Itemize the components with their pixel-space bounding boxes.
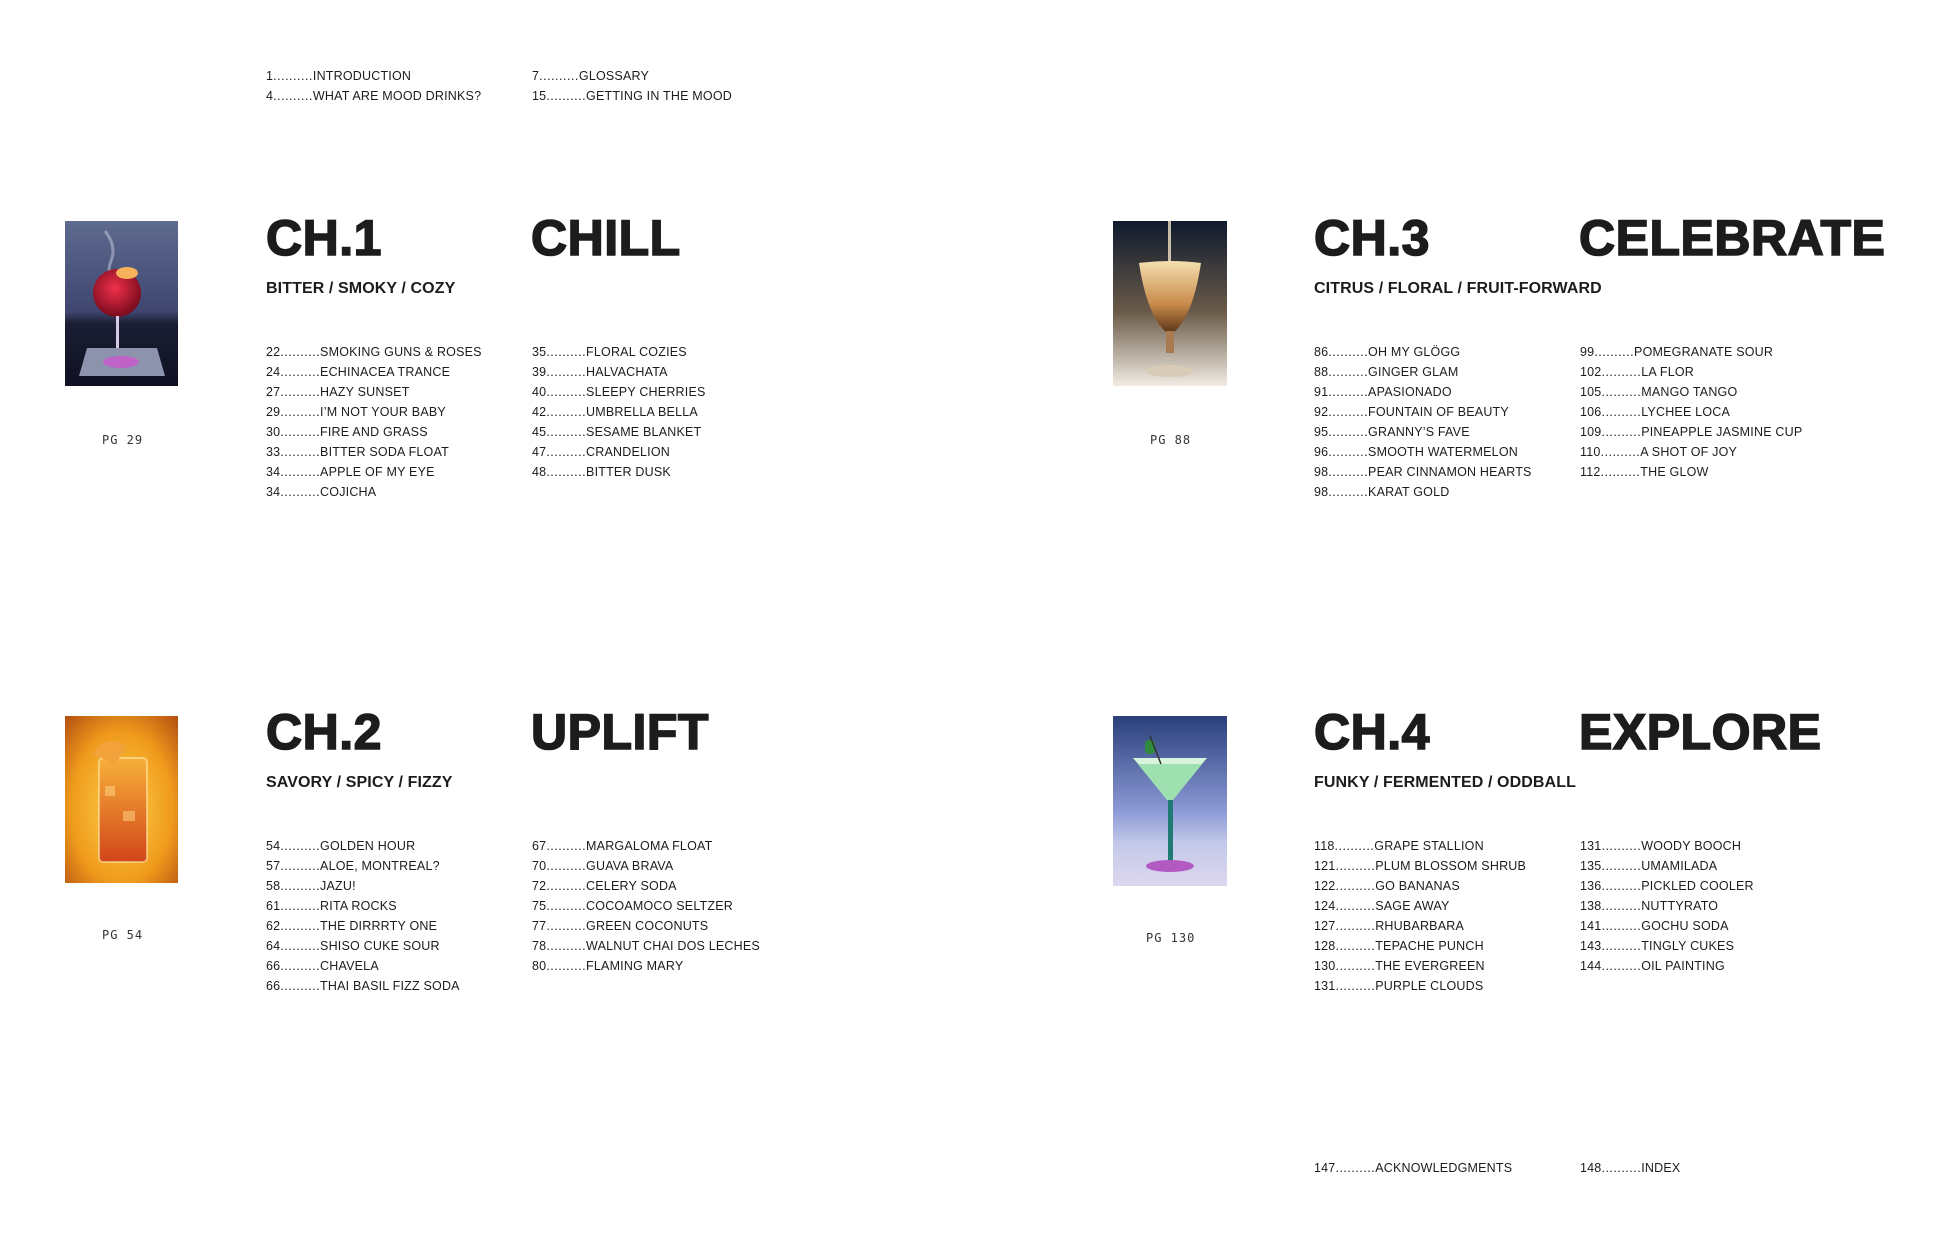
- toc-entry[interactable]: [1580, 856, 1754, 876]
- page-number: 15: [532, 89, 547, 103]
- page-number: 121: [1314, 859, 1336, 873]
- toc-entry[interactable]: [266, 936, 460, 956]
- entry-title: HALVACHATA: [586, 365, 668, 379]
- chapter-3-drink-photo: [1113, 221, 1227, 386]
- dot-leader: ..........: [280, 425, 321, 439]
- entry-title: WHAT ARE MOOD DRINKS?: [312, 89, 482, 103]
- page-number: 33: [266, 445, 281, 459]
- toc-entry[interactable]: [266, 976, 460, 996]
- dot-leader: ..........: [1335, 959, 1376, 973]
- entry-title: JAZU!: [320, 879, 356, 893]
- entry-title: PICKLED COOLER: [1641, 879, 1754, 893]
- dot-leader: ..........: [1601, 425, 1642, 439]
- toc-entry[interactable]: [1314, 482, 1532, 502]
- dot-leader: ..........: [280, 919, 321, 933]
- toc-entry[interactable]: [532, 442, 706, 462]
- page-number: 7: [532, 69, 540, 83]
- dot-leader: ..........: [546, 839, 587, 853]
- page-number: 128: [1314, 939, 1336, 953]
- entry-title: GOCHU SODA: [1641, 919, 1729, 933]
- page-number: 57: [266, 859, 281, 873]
- toc-entry[interactable]: [1314, 382, 1532, 402]
- toc-entry[interactable]: [1314, 836, 1526, 856]
- entry-title: GRANNY’S FAVE: [1368, 425, 1470, 439]
- toc-entry[interactable]: [266, 462, 482, 482]
- dot-leader: ..........: [546, 879, 587, 893]
- entry-title: OH MY GLÖGG: [1368, 345, 1461, 359]
- entry-title: WALNUT CHAI DOS LECHES: [586, 939, 760, 953]
- entry-title: ALOE, MONTREAL?: [320, 859, 440, 873]
- toc-entry[interactable]: [1580, 876, 1754, 896]
- dot-leader: ..........: [1601, 919, 1642, 933]
- back-matter-left: [1314, 1158, 1512, 1178]
- dot-leader: ..........: [546, 465, 587, 479]
- entry-title: INTRODUCTION: [312, 69, 412, 83]
- dot-leader: ..........: [1600, 445, 1641, 459]
- page-number: 29: [266, 405, 281, 419]
- toc-entry[interactable]: [266, 422, 482, 442]
- toc-entry[interactable]: [532, 342, 706, 362]
- toc-entry[interactable]: [266, 856, 460, 876]
- page-number: 143: [1580, 939, 1602, 953]
- toc-entry[interactable]: [532, 956, 760, 976]
- page-number: 66: [266, 979, 281, 993]
- dot-leader: ..........: [546, 959, 587, 973]
- dot-leader: ..........: [1328, 385, 1369, 399]
- entry-title: INDEX: [1641, 1161, 1681, 1175]
- entry-title: TEPACHE PUNCH: [1375, 939, 1484, 953]
- dot-leader: ..........: [280, 485, 321, 499]
- dot-leader: ..........: [546, 899, 587, 913]
- page-number: 141: [1580, 919, 1602, 933]
- entry-title: PLUM BLOSSOM SHRUB: [1375, 859, 1527, 873]
- page-number: 112: [1580, 465, 1601, 479]
- dot-leader: ..........: [1335, 979, 1376, 993]
- toc-entry[interactable]: [532, 836, 760, 856]
- toc-entry[interactable]: [532, 916, 760, 936]
- page-number: 64: [266, 939, 281, 953]
- page-number: 86: [1314, 345, 1329, 359]
- entry-title: GREEN COCONUTS: [586, 919, 709, 933]
- dot-leader: ..........: [1601, 839, 1642, 853]
- toc-entry[interactable]: [1314, 896, 1526, 916]
- page-number: 80: [532, 959, 547, 973]
- toc-entry[interactable]: [1580, 462, 1802, 482]
- entry-title: GETTING IN THE MOOD: [586, 89, 732, 103]
- dot-leader: ..........: [1328, 345, 1369, 359]
- toc-entry[interactable]: [1314, 402, 1532, 422]
- entry-title: A SHOT OF JOY: [1640, 445, 1738, 459]
- dot-leader: ..........: [1601, 385, 1642, 399]
- page-number: 34: [266, 485, 281, 499]
- chapter-4-list-left: [1314, 836, 1526, 996]
- dot-leader: ..........: [1328, 365, 1369, 379]
- toc-entry[interactable]: [532, 66, 732, 86]
- page-number: 136: [1580, 879, 1602, 893]
- page-number: 99: [1580, 345, 1595, 359]
- entry-title: OIL PAINTING: [1641, 959, 1725, 973]
- entry-title: THE EVERGREEN: [1375, 959, 1485, 973]
- dot-leader: ..........: [1601, 1161, 1642, 1175]
- intro-list-left: [266, 66, 481, 106]
- chapter-1-list-right: [532, 342, 706, 482]
- chapter-number: CH.1: [266, 210, 382, 266]
- entry-title: GLOSSARY: [578, 69, 650, 83]
- chapter-number: CH.4: [1314, 704, 1430, 760]
- toc-entry[interactable]: [532, 362, 706, 382]
- entry-title: SHISO CUKE SOUR: [320, 939, 440, 953]
- toc-entry[interactable]: [1580, 896, 1754, 916]
- entry-title: THAI BASIL FIZZ SODA: [320, 979, 460, 993]
- toc-entry[interactable]: [266, 916, 460, 936]
- dot-leader: ..........: [546, 939, 587, 953]
- entry-title: COJICHA: [320, 485, 377, 499]
- toc-entry[interactable]: [1314, 876, 1526, 896]
- entry-title: CRANDELION: [586, 445, 671, 459]
- toc-entry[interactable]: [1314, 956, 1526, 976]
- page-number: 78: [532, 939, 547, 953]
- entry-title: THE GLOW: [1640, 465, 1709, 479]
- toc-entry[interactable]: [1314, 856, 1526, 876]
- dot-leader: ..........: [546, 919, 587, 933]
- toc-entry[interactable]: [532, 896, 760, 916]
- entry-title: PURPLE CLOUDS: [1375, 979, 1484, 993]
- chapter-4-drink-photo: [1113, 716, 1227, 886]
- page-number: 4: [266, 89, 274, 103]
- dot-leader: ..........: [280, 345, 321, 359]
- dot-leader: ..........: [546, 425, 587, 439]
- dot-leader: ..........: [546, 405, 587, 419]
- toc-entry[interactable]: [1580, 382, 1802, 402]
- dot-leader: ..........: [280, 405, 321, 419]
- back-matter-right: [1580, 1158, 1680, 1178]
- entry-title: SMOOTH WATERMELON: [1368, 445, 1518, 459]
- dot-leader: ..........: [546, 445, 587, 459]
- toc-entry[interactable]: [532, 422, 706, 442]
- toc-entry[interactable]: [266, 342, 482, 362]
- entry-title: SAGE AWAY: [1375, 899, 1450, 913]
- page-number: 95: [1314, 425, 1329, 439]
- page-number: 66: [266, 959, 281, 973]
- entry-title: NUTTYRATO: [1641, 899, 1719, 913]
- toc-entry[interactable]: [532, 856, 760, 876]
- toc-entry[interactable]: [1580, 402, 1802, 422]
- entry-title: COCOAMOCO SELTZER: [586, 899, 733, 913]
- dot-leader: ..........: [546, 345, 587, 359]
- entry-title: FOUNTAIN OF BEAUTY: [1368, 405, 1509, 419]
- dot-leader: ..........: [273, 89, 313, 103]
- page-number: 130: [1314, 959, 1336, 973]
- chapter-title: UPLIFT: [531, 704, 709, 760]
- entry-title: HAZY SUNSET: [320, 385, 410, 399]
- toc-entry[interactable]: [1580, 422, 1802, 442]
- entry-title: WOODY BOOCH: [1641, 839, 1742, 853]
- dot-leader: ..........: [1335, 899, 1376, 913]
- page-number: 127: [1314, 919, 1336, 933]
- entry-title: FIRE AND GRASS: [320, 425, 428, 439]
- toc-entry[interactable]: [532, 462, 706, 482]
- page-number: 135: [1580, 859, 1602, 873]
- entry-title: FLAMING MARY: [586, 959, 684, 973]
- toc-entry[interactable]: [1580, 836, 1754, 856]
- toc-entry[interactable]: [1314, 462, 1532, 482]
- toc-entry[interactable]: [1580, 342, 1802, 362]
- toc-entry[interactable]: [532, 936, 760, 956]
- toc-entry[interactable]: [266, 442, 482, 462]
- dot-leader: ..........: [280, 859, 321, 873]
- page-number: 106: [1580, 405, 1602, 419]
- page-number: 58: [266, 879, 281, 893]
- dot-leader: ..........: [280, 939, 321, 953]
- entry-title: APASIONADO: [1368, 385, 1452, 399]
- toc-entry[interactable]: [266, 956, 460, 976]
- dot-leader: ..........: [280, 959, 321, 973]
- page-number: 109: [1580, 425, 1602, 439]
- page-number: 45: [532, 425, 547, 439]
- toc-entry[interactable]: [1580, 362, 1802, 382]
- page-number: 105: [1580, 385, 1602, 399]
- entry-title: GRAPE STALLION: [1374, 839, 1484, 853]
- dot-leader: ..........: [1328, 425, 1369, 439]
- page-number: 102: [1580, 365, 1602, 379]
- toc-entry[interactable]: [266, 836, 460, 856]
- entry-title: SLEEPY CHERRIES: [586, 385, 706, 399]
- page-number: 61: [266, 899, 281, 913]
- dot-leader: ..........: [546, 365, 587, 379]
- entry-title: BITTER DUSK: [586, 465, 671, 479]
- toc-entry[interactable]: [266, 482, 482, 502]
- photo-page-label: PG 130: [1146, 931, 1196, 945]
- dot-leader: ..........: [1600, 465, 1641, 479]
- toc-entry[interactable]: [1314, 422, 1532, 442]
- page-number: 48: [532, 465, 547, 479]
- page-number: 40: [532, 385, 547, 399]
- toc-entry[interactable]: [1580, 936, 1754, 956]
- dot-leader: ..........: [1601, 959, 1642, 973]
- dot-leader: ..........: [1328, 405, 1369, 419]
- chapter-2-list-right: [532, 836, 760, 976]
- chapter-flavors: FUNKY / FERMENTED / ODDBALL: [1314, 774, 1576, 791]
- entry-title: PINEAPPLE JASMINE CUP: [1641, 425, 1803, 439]
- entry-title: I’M NOT YOUR BABY: [320, 405, 446, 419]
- photo-page-label: PG 88: [1150, 433, 1192, 447]
- page-number: 72: [532, 879, 547, 893]
- page-number: 118: [1314, 839, 1335, 853]
- toc-entry[interactable]: [1314, 442, 1532, 462]
- toc-entry[interactable]: [1314, 342, 1532, 362]
- page-number: 144: [1580, 959, 1602, 973]
- page-number: 34: [266, 465, 281, 479]
- chapter-2-list-left: [266, 836, 460, 996]
- photo-page-label: PG 29: [102, 433, 144, 447]
- dot-leader: ..........: [539, 69, 579, 83]
- page-number: 88: [1314, 365, 1329, 379]
- dot-leader: ..........: [280, 879, 321, 893]
- entry-title: LA FLOR: [1641, 365, 1695, 379]
- entry-title: ACKNOWLEDGMENTS: [1375, 1161, 1513, 1175]
- entry-title: GO BANANAS: [1375, 879, 1460, 893]
- page-number: 122: [1314, 879, 1336, 893]
- entry-title: LYCHEE LOCA: [1641, 405, 1731, 419]
- dot-leader: ..........: [273, 69, 313, 83]
- dot-leader: ..........: [1601, 405, 1642, 419]
- chapter-4-list-right: [1580, 836, 1754, 976]
- toc-entry[interactable]: [1314, 976, 1526, 996]
- page-number: 47: [532, 445, 547, 459]
- entry-title: UMAMILADA: [1641, 859, 1718, 873]
- toc-entry[interactable]: [266, 876, 460, 896]
- chapter-3-list-left: [1314, 342, 1532, 502]
- dot-leader: ..........: [1328, 465, 1369, 479]
- page-number: 62: [266, 919, 281, 933]
- page-number: 70: [532, 859, 547, 873]
- page-number: 96: [1314, 445, 1329, 459]
- page-number: 98: [1314, 465, 1329, 479]
- page-number: 39: [532, 365, 547, 379]
- page-number: 110: [1580, 445, 1601, 459]
- chapter-flavors: SAVORY / SPICY / FIZZY: [266, 774, 453, 791]
- entry-title: PEAR CINNAMON HEARTS: [1368, 465, 1532, 479]
- entry-title: MARGALOMA FLOAT: [586, 839, 713, 853]
- toc-entry[interactable]: [532, 382, 706, 402]
- toc-entry[interactable]: [266, 896, 460, 916]
- dot-leader: ..........: [280, 365, 321, 379]
- chapter-number: CH.3: [1314, 210, 1430, 266]
- page-number: 124: [1314, 899, 1336, 913]
- dot-leader: ..........: [1601, 939, 1642, 953]
- page-number: 42: [532, 405, 547, 419]
- chapter-flavors: BITTER / SMOKY / COZY: [266, 280, 456, 297]
- chapter-2-drink-photo: [65, 716, 178, 883]
- page-number: 77: [532, 919, 547, 933]
- entry-title: GOLDEN HOUR: [320, 839, 416, 853]
- page-number: 131: [1580, 839, 1602, 853]
- chapter-number: CH.2: [266, 704, 382, 760]
- toc-entry[interactable]: [532, 876, 760, 896]
- entry-title: MANGO TANGO: [1641, 385, 1738, 399]
- entry-title: GINGER GLAM: [1368, 365, 1459, 379]
- page-number: 30: [266, 425, 281, 439]
- page-number: 22: [266, 345, 281, 359]
- chapter-title: EXPLORE: [1579, 704, 1822, 760]
- entry-title: THE DIRRRTY ONE: [320, 919, 438, 933]
- toc-entry[interactable]: [1314, 1158, 1512, 1178]
- dot-leader: ..........: [1601, 879, 1642, 893]
- page-number: 35: [532, 345, 547, 359]
- dot-leader: ..........: [1334, 839, 1375, 853]
- entry-title: APPLE OF MY EYE: [320, 465, 435, 479]
- entry-title: TINGLY CUKES: [1641, 939, 1735, 953]
- entry-title: FLORAL COZIES: [586, 345, 687, 359]
- toc-entry[interactable]: [1580, 956, 1754, 976]
- dot-leader: ..........: [280, 465, 321, 479]
- page-number: 138: [1580, 899, 1602, 913]
- chapter-title: CHILL: [531, 210, 681, 266]
- dot-leader: ..........: [1594, 345, 1635, 359]
- dot-leader: ..........: [1335, 919, 1376, 933]
- page-number: 24: [266, 365, 281, 379]
- page-number: 1: [266, 69, 274, 83]
- page-number: 54: [266, 839, 281, 853]
- toc-entry[interactable]: [266, 382, 482, 402]
- toc-entry[interactable]: [1580, 1158, 1680, 1178]
- toc-entry[interactable]: [1314, 362, 1532, 382]
- toc-entry[interactable]: [266, 362, 482, 382]
- dot-leader: ..........: [280, 445, 321, 459]
- dot-leader: ..........: [1335, 1161, 1376, 1175]
- dot-leader: ..........: [280, 385, 321, 399]
- toc-entry[interactable]: [1314, 916, 1526, 936]
- page-number: 27: [266, 385, 281, 399]
- entry-title: BITTER SODA FLOAT: [320, 445, 449, 459]
- entry-title: UMBRELLA BELLA: [586, 405, 698, 419]
- chapter-3-list-right: [1580, 342, 1802, 482]
- chapter-1-drink-photo: [65, 221, 178, 386]
- chapter-title: CELEBRATE: [1579, 210, 1886, 266]
- toc-entry[interactable]: [1580, 442, 1802, 462]
- dot-leader: ..........: [546, 385, 587, 399]
- dot-leader: ..........: [280, 979, 321, 993]
- page-number: 67: [532, 839, 547, 853]
- chapter-1-list-left: [266, 342, 482, 502]
- entry-title: CHAVELA: [320, 959, 379, 973]
- toc-entry[interactable]: [1314, 936, 1526, 956]
- dot-leader: ..........: [280, 839, 321, 853]
- dot-leader: ..........: [1335, 939, 1376, 953]
- dot-leader: ..........: [546, 859, 587, 873]
- dot-leader: ..........: [1328, 485, 1369, 499]
- toc-entry[interactable]: [266, 402, 482, 422]
- page-number: 92: [1314, 405, 1329, 419]
- entry-title: CELERY SODA: [586, 879, 677, 893]
- dot-leader: ..........: [1328, 445, 1369, 459]
- entry-title: RITA ROCKS: [320, 899, 397, 913]
- entry-title: GUAVA BRAVA: [586, 859, 674, 873]
- toc-entry[interactable]: [532, 86, 732, 106]
- entry-title: ECHINACEA TRANCE: [320, 365, 451, 379]
- page-number: 148: [1580, 1161, 1602, 1175]
- toc-entry[interactable]: [1580, 916, 1754, 936]
- dot-leader: ..........: [546, 89, 587, 103]
- page-number: 147: [1314, 1161, 1336, 1175]
- toc-entry[interactable]: [266, 86, 481, 106]
- page-number: 91: [1314, 385, 1329, 399]
- page-number: 98: [1314, 485, 1329, 499]
- dot-leader: ..........: [1601, 859, 1642, 873]
- toc-entry[interactable]: [266, 66, 481, 86]
- toc-entry[interactable]: [532, 402, 706, 422]
- photo-page-label: PG 54: [102, 928, 144, 942]
- entry-title: RHUBARBARA: [1375, 919, 1465, 933]
- entry-title: SESAME BLANKET: [586, 425, 702, 439]
- entry-title: SMOKING GUNS & ROSES: [320, 345, 482, 359]
- entry-title: POMEGRANATE SOUR: [1634, 345, 1774, 359]
- dot-leader: ..........: [1601, 365, 1642, 379]
- dot-leader: ..........: [1335, 879, 1376, 893]
- intro-list-right: [532, 66, 732, 106]
- page-number: 75: [532, 899, 547, 913]
- dot-leader: ..........: [1601, 899, 1642, 913]
- dot-leader: ..........: [280, 899, 321, 913]
- dot-leader: ..........: [1335, 859, 1376, 873]
- chapter-flavors: CITRUS / FLORAL / FRUIT-FORWARD: [1314, 280, 1602, 297]
- entry-title: KARAT GOLD: [1368, 485, 1450, 499]
- page-number: 131: [1314, 979, 1336, 993]
